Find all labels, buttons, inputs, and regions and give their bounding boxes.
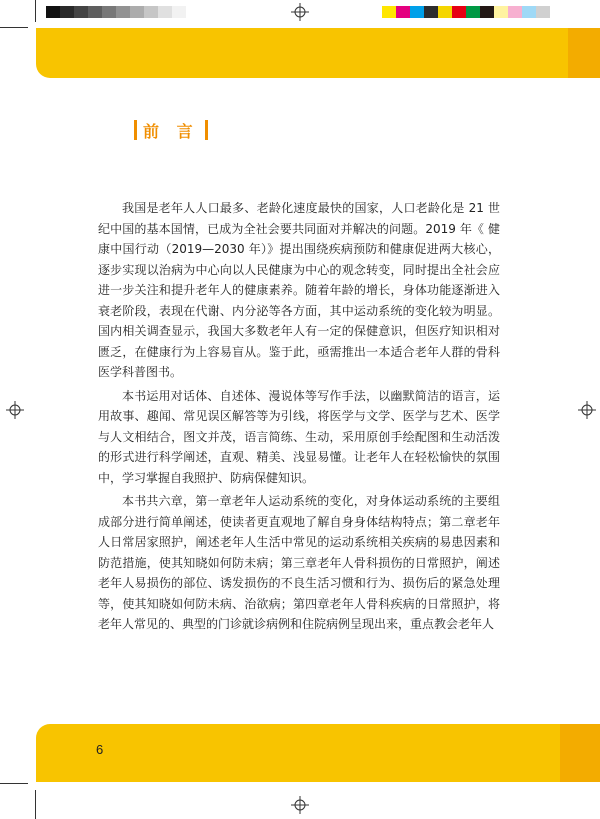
registration-mark-right bbox=[578, 401, 596, 419]
registration-mark-bottom bbox=[291, 796, 309, 814]
color-swatch bbox=[452, 6, 466, 18]
color-swatch bbox=[508, 6, 522, 18]
color-swatch bbox=[480, 6, 494, 18]
gray-swatch bbox=[60, 6, 74, 18]
gray-swatch bbox=[130, 6, 144, 18]
page-title-text: 前 言 bbox=[143, 121, 199, 141]
gray-calibration-strip bbox=[46, 6, 186, 18]
color-swatch bbox=[438, 6, 452, 18]
color-swatch bbox=[522, 6, 536, 18]
gray-swatch bbox=[88, 6, 102, 18]
title-bracket-right bbox=[205, 120, 208, 140]
crop-mark-bottom-left-v bbox=[35, 790, 36, 819]
paragraph: 本书运用对话体、自述体、漫说体等写作手法，以幽默简洁的语言，运用故事、趣闻、常见误区解答等为引线，将医学与文学、医学与艺术、医学与人文相结合，图文并茂，语言简练、生动，采用原创手绘配图和生动活泼的形式进行科学阐述，直观、精美、浅显易懂。让老年人在轻松愉快的氛围中，学习掌握自我照护、防病保健知识。 bbox=[98, 388, 500, 485]
paragraph: 本书共六章，第一章老年人运动系统的变化，对身体运动系统的主要组成部分进行简单阐述，使读者更直观地了解自身身体结构特点；第二章老年人日常居家照护，阐述老年人生活中常见的运动系统相关疾病的易患因素和防范措施，使其知晓如何防未病；第三章老年人骨科损伤的日常照护，阐述老年人易损伤的部位、诱发损伤的不良生活习惯和行为、损伤后的紧急处理等，使其知晓如何防未病、治欲病；第四章老年人骨科疾病的日常照护，将老年人常见的、典型的门诊就诊病例和住院病例呈现出来，重点教会老年人 bbox=[98, 494, 500, 631]
gray-swatch bbox=[172, 6, 186, 18]
gray-swatch bbox=[144, 6, 158, 18]
gray-swatch bbox=[74, 6, 88, 18]
crop-mark-top-left-h bbox=[0, 27, 28, 28]
header-band bbox=[36, 28, 600, 78]
paragraph: 我国是老年人人口最多、老龄化速度最快的国家，人口老龄化是 21 世纪中国的基本国情，已成为全社会要共同面对并解决的问题。2019 年《 健康中国行动（2019—2030 年）》提出围绕疾病预防和健康促进两大核心，逐步实现以治病为中心向以人民健康为中心的观念转变，同时提出全社会应进一步关注和提升老年人的健康素养。随着年龄的增长，身体功能逐渐进入衰老阶段，表现在代谢、内分泌等各方面，其中运动系统的变化较为明显。国内相关调查显示，我国大多数老年人有一定的保健意识，但医疗知识相对匮乏，在健康行为上容易盲从。鉴于此，亟需推出一本适合老年人群的骨科医学科普图书。 bbox=[98, 201, 500, 379]
color-swatch bbox=[466, 6, 480, 18]
footer-band bbox=[36, 724, 600, 782]
page-title bbox=[128, 118, 214, 142]
color-swatch bbox=[494, 6, 508, 18]
registration-mark-left bbox=[6, 401, 24, 419]
title-bracket-left bbox=[134, 120, 137, 140]
registration-mark-top bbox=[291, 3, 309, 21]
color-swatch bbox=[536, 6, 550, 18]
color-swatch bbox=[382, 6, 396, 18]
gray-swatch bbox=[158, 6, 172, 18]
gray-swatch bbox=[102, 6, 116, 18]
preface-body bbox=[98, 198, 500, 638]
color-swatch bbox=[424, 6, 438, 18]
gray-swatch bbox=[46, 6, 60, 18]
color-swatch bbox=[410, 6, 424, 18]
crop-mark-bottom-left-h bbox=[0, 783, 28, 784]
gray-swatch bbox=[116, 6, 130, 18]
crop-mark-top-left-v bbox=[35, 0, 36, 22]
page-number: 6 bbox=[96, 742, 104, 757]
color-swatch bbox=[396, 6, 410, 18]
color-calibration-strip bbox=[382, 6, 550, 18]
